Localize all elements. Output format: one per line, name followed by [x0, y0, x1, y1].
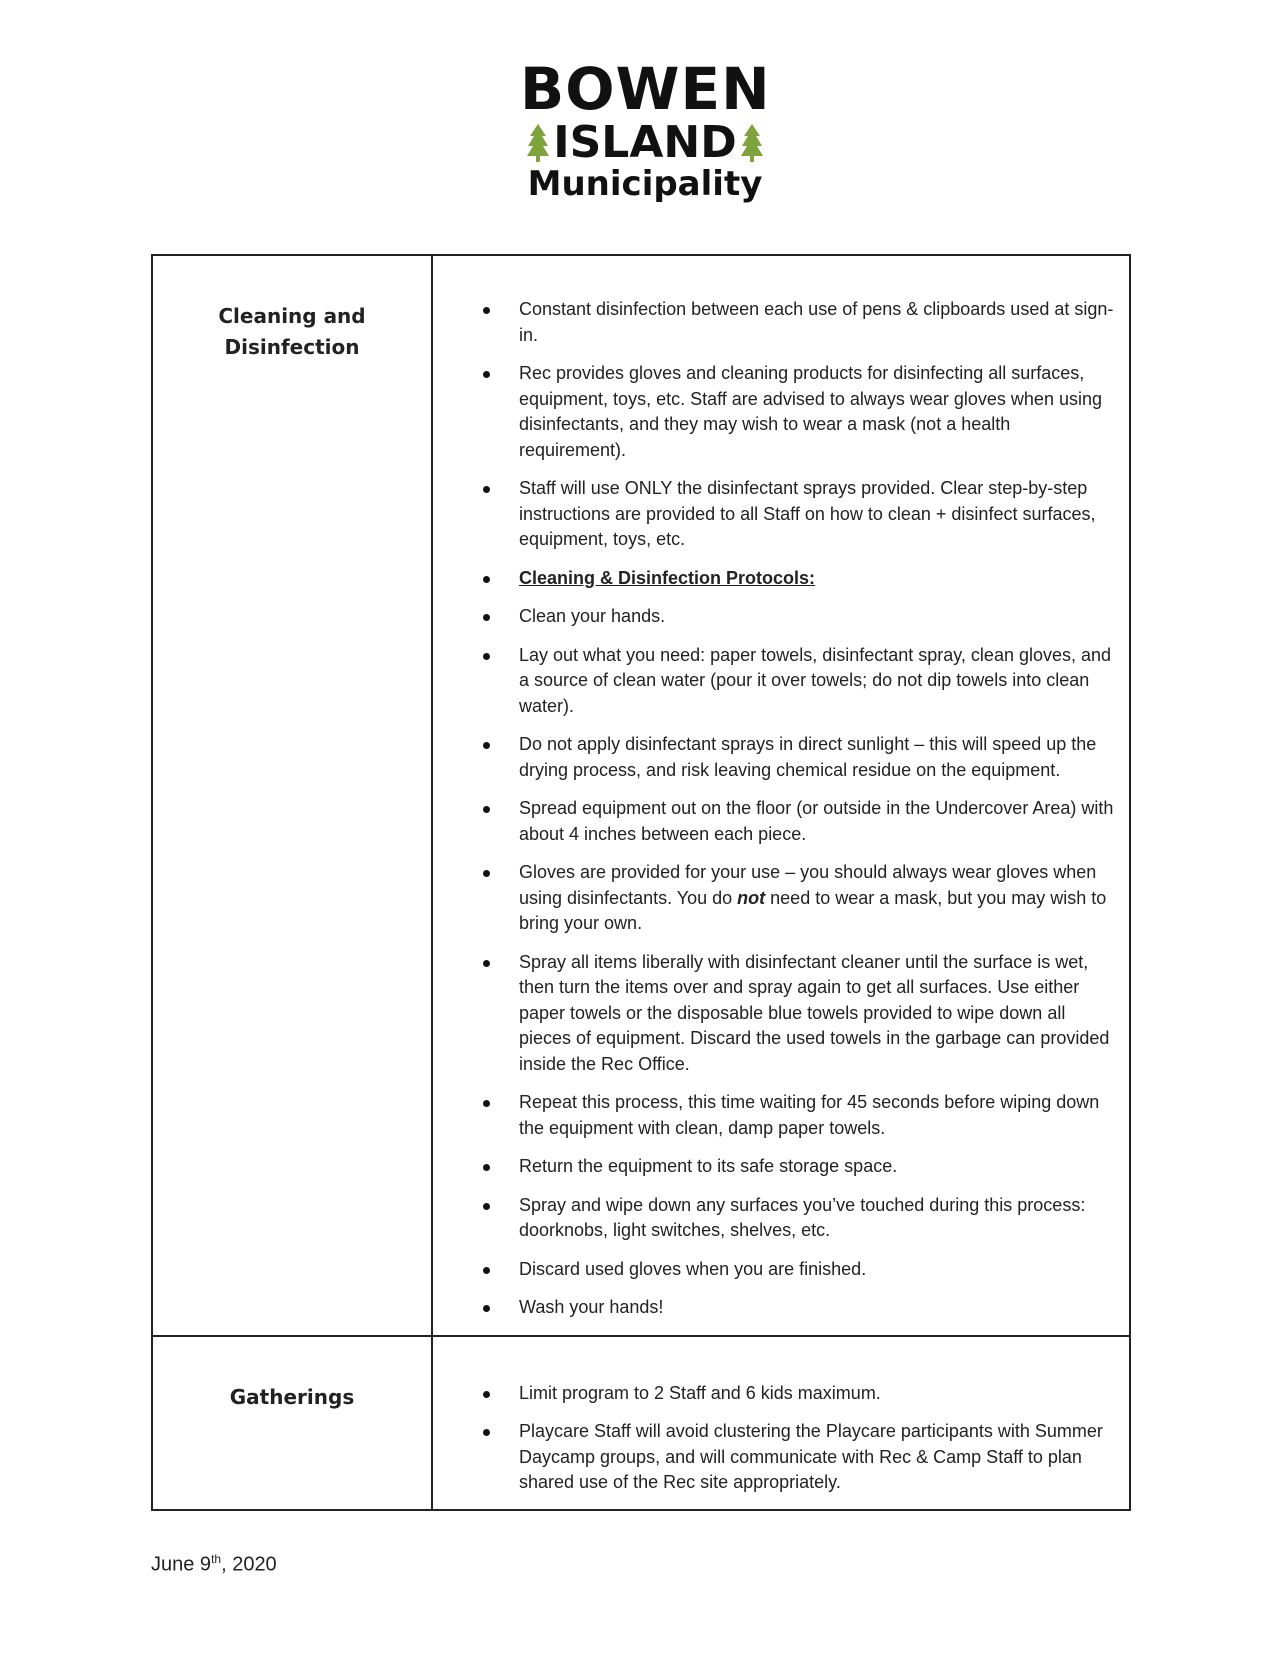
list-item: Constant disinfection between each use of pens & clipboards used at sign-in.: [433, 297, 1117, 348]
bullet-icon: [483, 1305, 490, 1312]
list-item: Limit program to 2 Staff and 6 kids maximum.: [433, 1381, 1117, 1407]
list-item: Discard used gloves when you are finished.: [433, 1257, 1117, 1283]
logo-line-island-row: [520, 117, 770, 168]
list-item: Rec provides gloves and cleaning products for disinfecting all surfaces, equipment, toys, etc. Staff are advised to always wear gloves when using disinfectants, and they may wish to wear a mask (not a health requirement).: [433, 361, 1117, 463]
bullet-icon: [483, 371, 490, 378]
section-label-cell: [152, 255, 432, 1336]
table-row-cleaning: [152, 255, 1130, 1336]
list-item: Gloves are provided for your use – you should always wear gloves when using disinfectants. You do not need to wear a mask, but you may wish to bring your own.: [433, 860, 1117, 937]
bullet-icon: [483, 742, 490, 749]
protocol-table: [151, 254, 1131, 1511]
section-content-cell: [432, 1336, 1130, 1510]
section-label: Gatherings: [229, 1384, 355, 1409]
bullet-icon: [483, 870, 490, 877]
bullet-icon: [483, 1164, 490, 1171]
list-item: Repeat this process, this time waiting for 45 seconds before wiping down the equipment with clean, damp paper towels.: [433, 1090, 1117, 1141]
list-item: Spread equipment out on the floor (or outside in the Undercover Area) with about 4 inches between each piece.: [433, 796, 1117, 847]
section-content-cell: [432, 255, 1130, 1336]
bullet-icon: [483, 1203, 490, 1210]
footer-date: June 9th, 2020: [151, 1552, 277, 1576]
list-item: Staff will use ONLY the disinfectant sprays provided. Clear step-by-step instructions are provided to all Staff on how to clean + disinfect surfaces, equipment, toys, etc.: [433, 476, 1117, 553]
bullet-list: [433, 256, 1129, 1335]
logo-line-island: ISLAND: [553, 117, 737, 168]
bullet-icon: [483, 1100, 490, 1107]
municipality-logo: [520, 55, 771, 208]
bullet-icon: [483, 960, 490, 967]
bullet-icon: [483, 653, 490, 660]
list-item: Clean your hands.: [433, 604, 1117, 630]
bullet-icon: [483, 486, 490, 493]
section-label: Cleaning and Disinfection: [218, 304, 366, 359]
bullet-icon: [483, 1429, 490, 1436]
list-item: Spray and wipe down any surfaces you’ve touched during this process: doorknobs, light switches, shelves, etc.: [433, 1193, 1117, 1244]
list-item: Lay out what you need: paper towels, disinfectant spray, clean gloves, and a source of clean water (pour it over towels; do not dip towels into clean water).: [433, 643, 1117, 720]
list-item: Playcare Staff will avoid clustering the Playcare participants with Summer Daycamp groups, and will communicate with Rec & Camp Staff to plan shared use of the Rec site appropriately.: [433, 1419, 1117, 1496]
bullet-icon: [483, 1267, 490, 1274]
bullet-icon: [483, 806, 490, 813]
tree-icon: [527, 124, 549, 162]
table-row-gatherings: [152, 1336, 1130, 1510]
bullet-icon: [483, 614, 490, 621]
logo-line-municipality: Municipality: [527, 164, 763, 204]
list-item: Do not apply disinfectant sprays in direct sunlight – this will speed up the drying process, and risk leaving chemical residue on the equipment.: [433, 732, 1117, 783]
bullet-icon: [483, 307, 490, 314]
logo-line-bowen: BOWEN: [520, 55, 771, 123]
protocols-heading: Cleaning & Disinfection Protocols:: [519, 567, 816, 588]
list-item-subheading: [433, 566, 1117, 592]
bullet-list: [433, 1337, 1129, 1496]
emphasis-not: not: [737, 887, 766, 908]
list-item: Return the equipment to its safe storage space.: [433, 1154, 1117, 1180]
list-item: Wash your hands!: [433, 1295, 1117, 1321]
section-label-cell: [152, 1336, 432, 1510]
bullet-icon: [483, 576, 490, 583]
list-item: Spray all items liberally with disinfectant cleaner until the surface is wet, then turn the items over and spray again to get all surfaces. Use either paper towels or the disposable blue towels provided to wipe down all pieces of equipment. Discard the used towels in the garbage can provided inside the Rec Office.: [433, 950, 1117, 1078]
bullet-icon: [483, 1391, 490, 1398]
tree-icon: [741, 124, 763, 162]
